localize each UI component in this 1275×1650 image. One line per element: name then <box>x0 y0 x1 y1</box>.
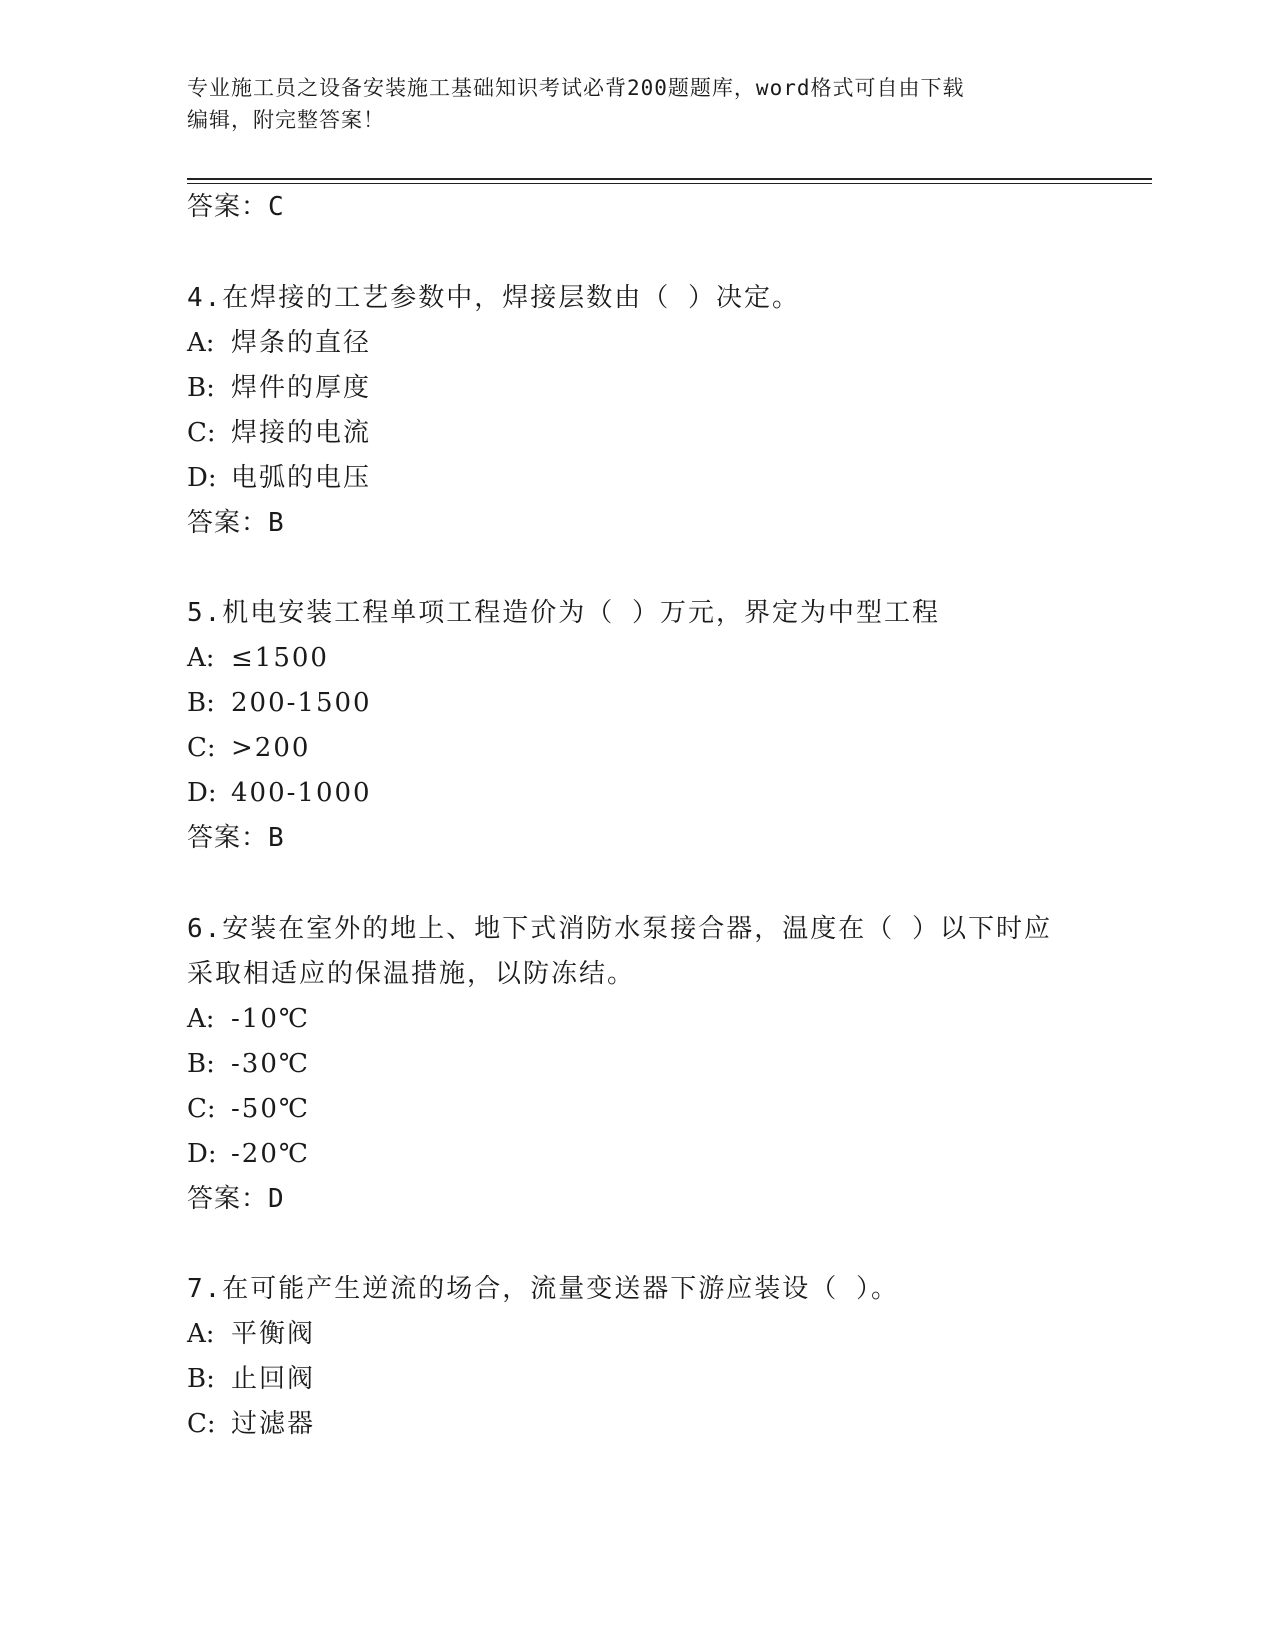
header-divider-thick <box>187 178 1152 180</box>
question-7-option-a <box>187 1317 315 1351</box>
question-6-answer: 答案：D <box>187 1184 285 1214</box>
option-text: 200-1500 <box>231 688 372 718</box>
question-4-option-a <box>187 326 371 360</box>
option-text: -20℃ <box>231 1139 310 1169</box>
option-text: 电弧的电压 <box>231 463 372 493</box>
question-4-option-c <box>187 416 371 450</box>
question-5-stem: 5.机电安装工程单项工程造价为（ ）万元，界定为中型工程 <box>187 598 940 628</box>
option-label: C: <box>187 733 216 763</box>
question-5-option-b <box>187 686 372 720</box>
option-label: D: <box>187 778 217 808</box>
option-text: 焊接的电流 <box>231 418 372 448</box>
document-header <box>187 72 1067 136</box>
question-5-option-a <box>187 641 329 675</box>
question-4-answer: 答案：B <box>187 508 285 538</box>
option-label: C: <box>187 1094 216 1124</box>
answer-previous: 答案：C <box>187 192 285 222</box>
question-6-stem-line2: 采取相适应的保温措施，以防冻结。 <box>187 959 636 989</box>
question-4-option-d <box>187 461 371 495</box>
option-label: A: <box>187 1004 215 1034</box>
option-label: A: <box>187 643 215 673</box>
option-text: 400-1000 <box>231 778 372 808</box>
option-label: A: <box>187 1319 215 1349</box>
question-5-option-d <box>187 776 372 810</box>
option-label: C: <box>187 1409 216 1439</box>
option-label: B: <box>187 688 215 718</box>
question-7-stem: 7.在可能产生逆流的场合，流量变送器下游应装设（ ）。 <box>187 1274 899 1304</box>
question-7-option-b <box>187 1362 315 1396</box>
question-5-option-c <box>187 731 310 765</box>
question-6-option-a <box>187 1002 310 1036</box>
option-text: 焊条的直径 <box>231 328 372 358</box>
question-6-option-d <box>187 1137 310 1171</box>
option-text: >200 <box>231 733 311 763</box>
option-text: ≤1500 <box>231 643 329 673</box>
option-text: 焊件的厚度 <box>231 373 372 403</box>
header-divider-thin <box>187 183 1152 184</box>
option-text: 过滤器 <box>231 1409 316 1439</box>
header-title-line2: 编辑，附完整答案！ <box>187 108 385 132</box>
question-4-option-b <box>187 371 371 405</box>
option-label: C: <box>187 418 216 448</box>
question-7-option-c <box>187 1407 315 1441</box>
option-label: D: <box>187 1139 217 1169</box>
option-label: D: <box>187 463 217 493</box>
question-6-option-c <box>187 1092 310 1126</box>
header-title-line1: 专业施工员之设备安装施工基础知识考试必背200题题库，word格式可自由下载 <box>187 76 965 100</box>
question-6-option-b <box>187 1047 310 1081</box>
option-label: B: <box>187 373 215 403</box>
option-label: B: <box>187 1049 215 1079</box>
option-text: -30℃ <box>231 1049 310 1079</box>
option-text: 平衡阀 <box>231 1319 316 1349</box>
option-label: B: <box>187 1364 215 1394</box>
question-5-answer: 答案：B <box>187 823 285 853</box>
option-label: A: <box>187 328 215 358</box>
question-6-stem-line1: 6.安装在室外的地上、地下式消防水泵接合器，温度在（ ）以下时应 <box>187 914 1052 944</box>
option-text: -50℃ <box>231 1094 310 1124</box>
option-text: -10℃ <box>231 1004 310 1034</box>
option-text: 止回阀 <box>231 1364 316 1394</box>
question-4-stem: 4.在焊接的工艺参数中，焊接层数由（ ）决定。 <box>187 283 800 313</box>
